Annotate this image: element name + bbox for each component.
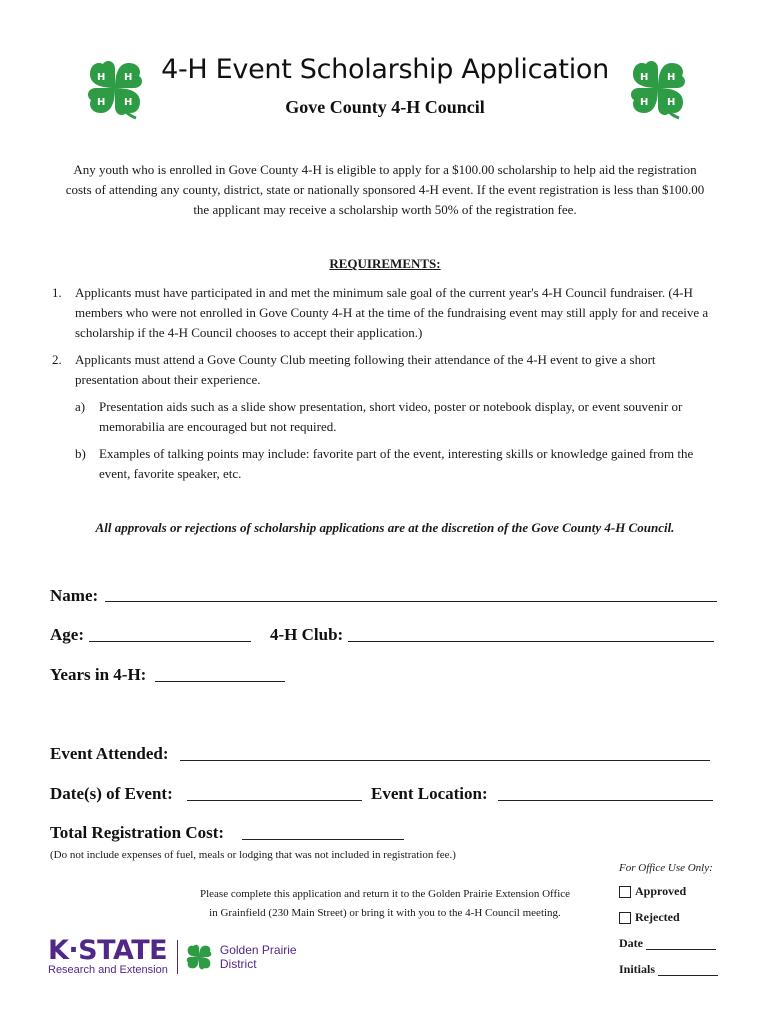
approved-label: Approved [635, 884, 687, 898]
rejected-label: Rejected [635, 910, 680, 924]
office-date-row [619, 936, 716, 951]
requirement-number: 1. [52, 285, 62, 300]
club-field[interactable] [348, 641, 714, 642]
requirements-list [52, 283, 722, 484]
location-field[interactable] [498, 800, 713, 801]
svg-text:H: H [124, 97, 133, 108]
kstate-logo [48, 935, 297, 976]
submission-instructions [170, 885, 600, 923]
dates-label: Date(s) of Event: [50, 784, 173, 803]
event-field[interactable] [180, 760, 710, 761]
approved-checkbox[interactable] [619, 886, 631, 898]
district-clover-icon [184, 942, 214, 972]
requirement-text: Applicants must have participated in and met the minimum sale goal of the current year's 4-H Council fundraiser. (4-H members who were not enrolled in Gove County 4-H at the time of the fundraising event may still apply for and receive a scholarship if the 4-H Council chooses to accept their application.) [75, 285, 709, 340]
subitem-text: Presentation aids such as a slide show presentation, short video, poster or notebook display, or event souvenir or memorabilia are encouraged but not required. [99, 399, 683, 434]
svg-text:H: H [97, 72, 106, 83]
club-label: 4-H Club: [270, 625, 344, 644]
rejected-row [619, 910, 680, 925]
office-date-field[interactable] [646, 937, 716, 950]
kstate-name: K·STATE [48, 935, 168, 966]
years-label: Years in 4-H: [50, 665, 147, 684]
district-name [220, 943, 297, 971]
cost-label: Total Registration Cost: [50, 823, 225, 842]
svg-text:H: H [97, 97, 106, 108]
requirements-heading: REQUIREMENTS: [329, 256, 441, 271]
requirement-text [75, 350, 722, 390]
office-use-title: For Office Use Only: [619, 862, 713, 874]
svg-text:H: H [667, 97, 676, 108]
years-field[interactable] [155, 681, 285, 682]
office-initials-field[interactable] [658, 963, 718, 976]
page-title: 4-H Event Scholarship Application [161, 54, 609, 85]
kstate-wordmark [48, 935, 168, 976]
svg-text:H: H [124, 72, 133, 83]
rejected-checkbox[interactable] [619, 912, 631, 924]
district-line: Golden Prairie [219, 943, 297, 957]
logo-divider [177, 940, 178, 974]
subitem-letter: b) [75, 446, 86, 461]
age-label: Age: [50, 625, 84, 644]
office-initials-row [619, 962, 718, 977]
page-subtitle: Gove County 4-H Council [285, 97, 485, 117]
svg-text:H: H [640, 97, 649, 108]
cost-note: (Do not include expenses of fuel, meals or lodging that was not included in registration fee.) [50, 849, 456, 861]
office-date-label: Date [619, 936, 643, 950]
approval-notice: All approvals or rejections of scholarship applications are at the discretion of the Gove County 4-H Council. [95, 520, 675, 535]
requirement-text-body: Applicants must attend a Gove County Club meeting following their attendance of the 4-H event to give a short presentation about their experience. [75, 352, 656, 387]
approved-row [619, 884, 686, 899]
svg-text:H: H [667, 72, 676, 83]
requirement-number: 2. [52, 352, 62, 367]
svg-text:H: H [640, 72, 649, 83]
age-field[interactable] [89, 641, 251, 642]
requirement-subitem [75, 397, 722, 437]
requirement-subitem [75, 444, 722, 484]
location-label: Event Location: [371, 784, 488, 803]
subitem-letter: a) [75, 399, 86, 414]
name-field[interactable] [105, 601, 717, 602]
subitem-text: Examples of talking points may include: favorite part of the event, interesting skills or knowledge gained from the event, favorite speaker, etc. [99, 446, 694, 481]
office-initials-label: Initials [619, 962, 656, 976]
requirement-item [52, 350, 722, 390]
event-label: Event Attended: [50, 744, 169, 763]
requirement-item [52, 283, 722, 343]
intro-paragraph: Any youth who is enrolled in Gove County 4-H is eligible to apply for a $100.00 scholarship to help aid the registration costs of attending any county, district, state or nationally sponsored 4-H event. If the event registration is less than $100.00 the applicant may receive a scholarship worth 50% of the registration fee. [65, 162, 705, 217]
kstate-subtitle: Research and Extension [48, 964, 168, 976]
district-line: District [219, 957, 257, 971]
instructions-line: in Grainfield (230 Main Street) or bring it with you to the 4-H Council meeting. [209, 907, 561, 919]
name-label: Name: [50, 586, 99, 605]
dates-field[interactable] [187, 800, 362, 801]
cost-field[interactable] [242, 839, 404, 840]
instructions-line: Please complete this application and return it to the Golden Prairie Extension Office [199, 888, 571, 900]
